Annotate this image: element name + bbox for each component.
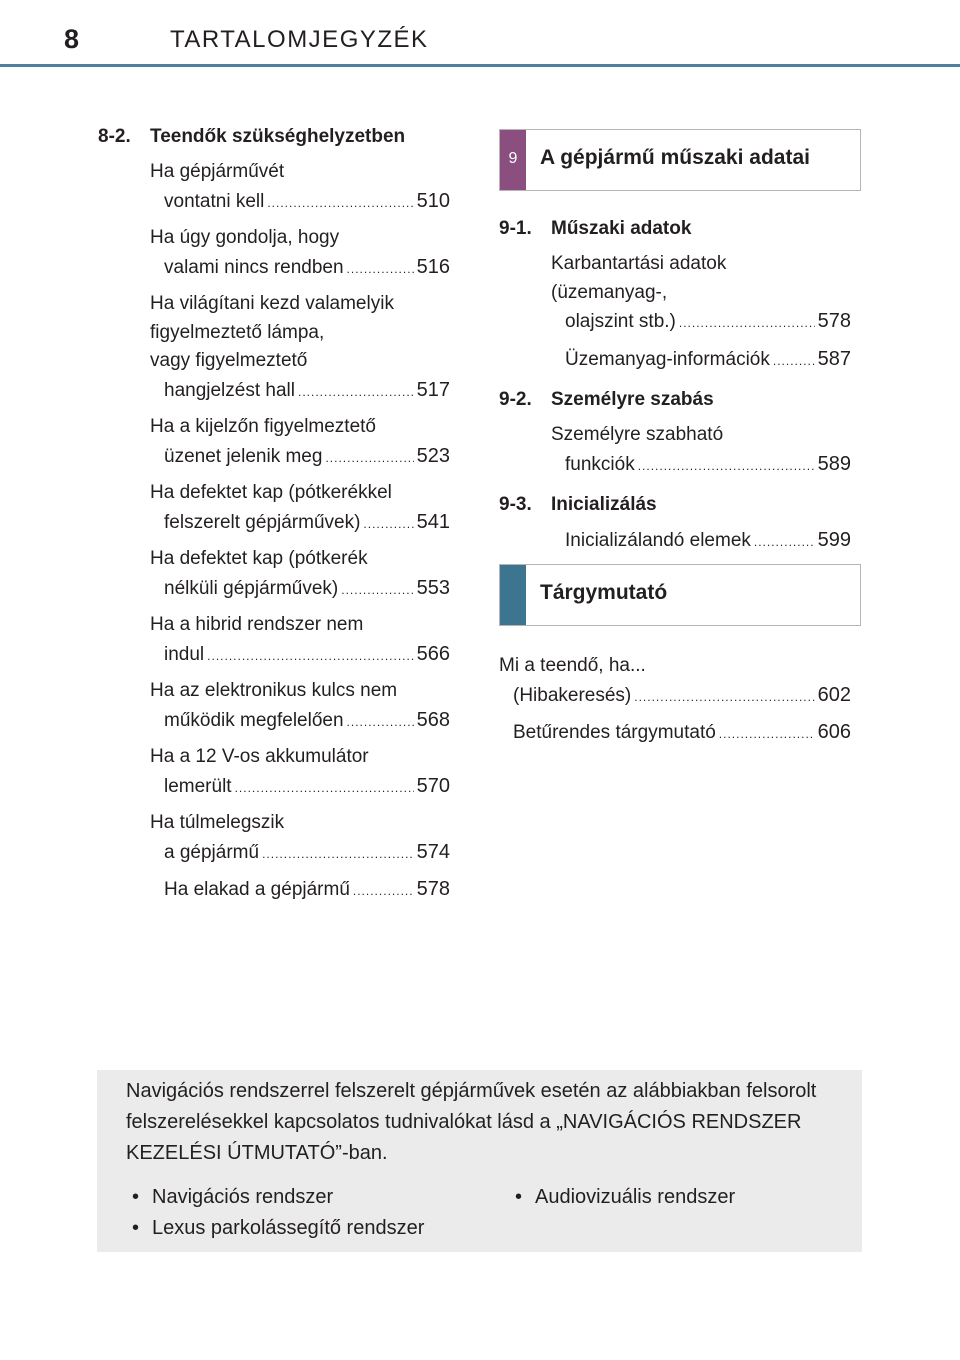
entry-last-line xyxy=(164,442,450,473)
toc-entry[interactable] xyxy=(499,652,851,711)
entry-text-line: a gépjármű xyxy=(164,841,260,863)
entry-last-line xyxy=(513,718,851,749)
entry-last-line xyxy=(565,307,851,338)
entry-text-line: figyelmeztető lámpa, xyxy=(150,321,325,343)
page-reference: 587 xyxy=(817,347,851,370)
page-reference: 578 xyxy=(817,310,851,332)
entry-last-line xyxy=(164,253,450,284)
toc-entry[interactable] xyxy=(150,479,450,538)
section-heading xyxy=(98,124,450,150)
toc-entry[interactable] xyxy=(150,545,450,604)
page-reference: 606 xyxy=(817,721,851,743)
toc-entry[interactable] xyxy=(150,743,450,802)
section-heading xyxy=(499,492,851,518)
entry-text-line: funkciók xyxy=(565,453,635,475)
entry-last-line xyxy=(565,450,851,481)
entry-text-line: vagy figyelmeztető xyxy=(150,350,308,371)
chapter-tab xyxy=(500,565,526,625)
entry-last-line xyxy=(164,706,450,737)
chapter-number: 9 xyxy=(508,150,518,167)
page-reference: 570 xyxy=(416,774,450,797)
dot-leader xyxy=(325,444,413,473)
dot-leader xyxy=(363,510,413,539)
toc-entry[interactable] xyxy=(150,290,450,406)
entry-last-line xyxy=(164,376,450,407)
entry-text-line: indul xyxy=(164,643,205,665)
toc-entry-list xyxy=(551,526,851,557)
entry-text-line: valami nincs rendben xyxy=(164,256,344,278)
dot-leader xyxy=(207,642,413,671)
toc-section xyxy=(499,216,851,375)
section-title: Személyre szabás xyxy=(551,389,714,410)
page-reference: 602 xyxy=(817,683,851,706)
entry-text-line: Ha az elektronikus kulcs nem xyxy=(150,680,398,701)
dot-leader xyxy=(347,708,414,737)
toc-entry[interactable] xyxy=(551,250,851,338)
toc-entry[interactable] xyxy=(150,158,450,217)
entry-last-line xyxy=(565,526,851,557)
toc-entry[interactable] xyxy=(499,718,851,749)
entry-text-line: Ha gépjárművét xyxy=(150,161,285,182)
entry-text-line: működik megfelelően xyxy=(164,709,344,731)
section-heading xyxy=(499,387,851,413)
chapter-9-heading[interactable] xyxy=(499,129,861,191)
dot-leader xyxy=(353,877,414,906)
toc-entry[interactable] xyxy=(551,526,851,557)
entry-last-line xyxy=(565,345,851,376)
entry-last-line xyxy=(164,640,450,671)
dot-leader xyxy=(773,347,815,376)
note-text: Navigációs rendszerrel felszerelt gépjárművek esetén az alábbiakban felsorolt felszerelésekkel kapcsolatos tudnivalókat lásd a „NAVIGÁCIÓS RENDSZER KEZELÉSI ÚTMUTATÓ”-ban. xyxy=(126,1080,817,1164)
toc-entry-list xyxy=(551,421,851,480)
note-bullet: • Lexus parkolássegítő rendszer xyxy=(152,1213,424,1243)
toc-section xyxy=(499,387,851,480)
section-title: Műszaki adatok xyxy=(551,218,692,239)
index-entry-list xyxy=(499,652,851,756)
page-reference: 578 xyxy=(416,878,450,900)
page-reference: 553 xyxy=(416,576,450,599)
page-header xyxy=(0,0,960,68)
page-reference: 517 xyxy=(416,378,450,401)
index-chapter-heading[interactable] xyxy=(499,564,861,626)
dot-leader xyxy=(634,683,814,712)
page-reference: 566 xyxy=(416,642,450,665)
entry-text-line: Inicializálandó elemek xyxy=(565,530,751,551)
page-reference: 574 xyxy=(416,840,450,863)
entry-last-line xyxy=(164,838,450,869)
dot-leader xyxy=(679,309,815,338)
toc-entry-list xyxy=(551,250,851,375)
section-title: Teendők szükséghelyzetben xyxy=(150,126,406,147)
chapter-title: Tárgymutató xyxy=(540,581,668,604)
page-reference: 589 xyxy=(817,452,851,475)
note-bullet: • Audiovizuális rendszer xyxy=(535,1182,735,1212)
section-number: 9-1. xyxy=(499,218,532,239)
toc-entry[interactable] xyxy=(150,224,450,283)
entry-text-line: Mi a teendő, ha... xyxy=(499,655,646,676)
toc-entry[interactable] xyxy=(551,421,851,480)
entry-text-line: hangjelzést hall xyxy=(164,379,295,401)
toc-right-column xyxy=(499,216,851,569)
dot-leader xyxy=(267,189,413,218)
dot-leader xyxy=(638,452,815,481)
chapter-title: A gépjármű műszaki adatai xyxy=(540,146,810,169)
toc-entry[interactable] xyxy=(150,809,450,868)
entry-text-line: Betűrendes tárgymutató xyxy=(513,722,716,743)
entry-text-line: Ha úgy gondolja, hogy xyxy=(150,227,340,248)
toc-entry-list xyxy=(150,158,450,906)
entry-text-line: olajszint stb.) xyxy=(565,311,676,332)
toc-entry[interactable] xyxy=(150,875,450,906)
entry-text-line: Ha a kijelzőn figyelmeztető xyxy=(150,416,376,437)
toc-section xyxy=(499,492,851,557)
entry-last-line xyxy=(164,772,450,803)
entry-text-line: üzenet jelenik meg xyxy=(164,445,323,467)
section-number: 9-2. xyxy=(499,389,532,410)
header-divider xyxy=(0,64,960,67)
entry-last-line xyxy=(164,875,450,906)
entry-last-line xyxy=(164,574,450,605)
entry-text-line: (Hibakeresés) xyxy=(513,684,632,706)
toc-entry[interactable] xyxy=(551,345,851,376)
entry-text-line: (üzemanyag-, xyxy=(551,281,668,303)
entry-text-line: Ha túlmelegszik xyxy=(150,812,285,833)
entry-last-line xyxy=(513,681,851,712)
page-number: 8 xyxy=(64,24,80,54)
dot-leader xyxy=(298,378,414,407)
page-reference: 510 xyxy=(416,189,450,212)
entry-text-line: Ha defektet kap (pótkerék xyxy=(150,548,368,569)
navigation-note-box xyxy=(97,1070,862,1252)
entry-text-line: felszerelt gépjárművek) xyxy=(164,511,361,533)
dot-leader xyxy=(754,528,815,557)
entry-last-line xyxy=(164,187,450,218)
dot-leader xyxy=(235,774,414,803)
note-bullet: • Navigációs rendszer xyxy=(152,1182,333,1212)
page-title: TARTALOMJEGYZÉK xyxy=(170,26,429,53)
entry-text-line: nélküli gépjárművek) xyxy=(164,577,339,599)
entry-text-line: Ha elakad a gépjármű xyxy=(164,879,350,900)
entry-text-line: Üzemanyag-információk xyxy=(565,348,770,370)
entry-text-line: Személyre szabható xyxy=(551,424,724,445)
chapter-tab xyxy=(500,130,526,190)
section-number: 9-3. xyxy=(499,494,532,515)
dot-leader xyxy=(262,840,414,869)
entry-text-line: lemerült xyxy=(164,775,232,797)
page-reference: 516 xyxy=(416,255,450,278)
entry-text-line: Ha defektet kap (pótkerékkel xyxy=(150,482,392,503)
section-title: Inicializálás xyxy=(551,494,657,515)
page-reference: 523 xyxy=(416,444,450,467)
entry-text-line: vontatni kell xyxy=(164,190,265,212)
entry-text-line: Ha a hibrid rendszer nem xyxy=(150,614,364,635)
toc-entry[interactable] xyxy=(150,611,450,670)
entry-last-line xyxy=(164,508,450,539)
toc-entry[interactable] xyxy=(150,677,450,736)
page-reference: 599 xyxy=(817,529,851,551)
toc-left-column xyxy=(98,124,450,913)
page-reference: 541 xyxy=(416,510,450,533)
dot-leader xyxy=(341,576,413,605)
entry-text-line: Ha világítani kezd valamelyik xyxy=(150,293,394,314)
entry-text-line: Ha a 12 V-os akkumulátor xyxy=(150,746,369,767)
dot-leader xyxy=(719,720,815,749)
toc-entry[interactable] xyxy=(150,413,450,472)
section-heading xyxy=(499,216,851,242)
entry-text-line: Karbantartási adatok xyxy=(551,253,727,274)
section-number: 8-2. xyxy=(98,126,131,147)
page-reference: 568 xyxy=(416,708,450,731)
dot-leader xyxy=(347,255,414,284)
